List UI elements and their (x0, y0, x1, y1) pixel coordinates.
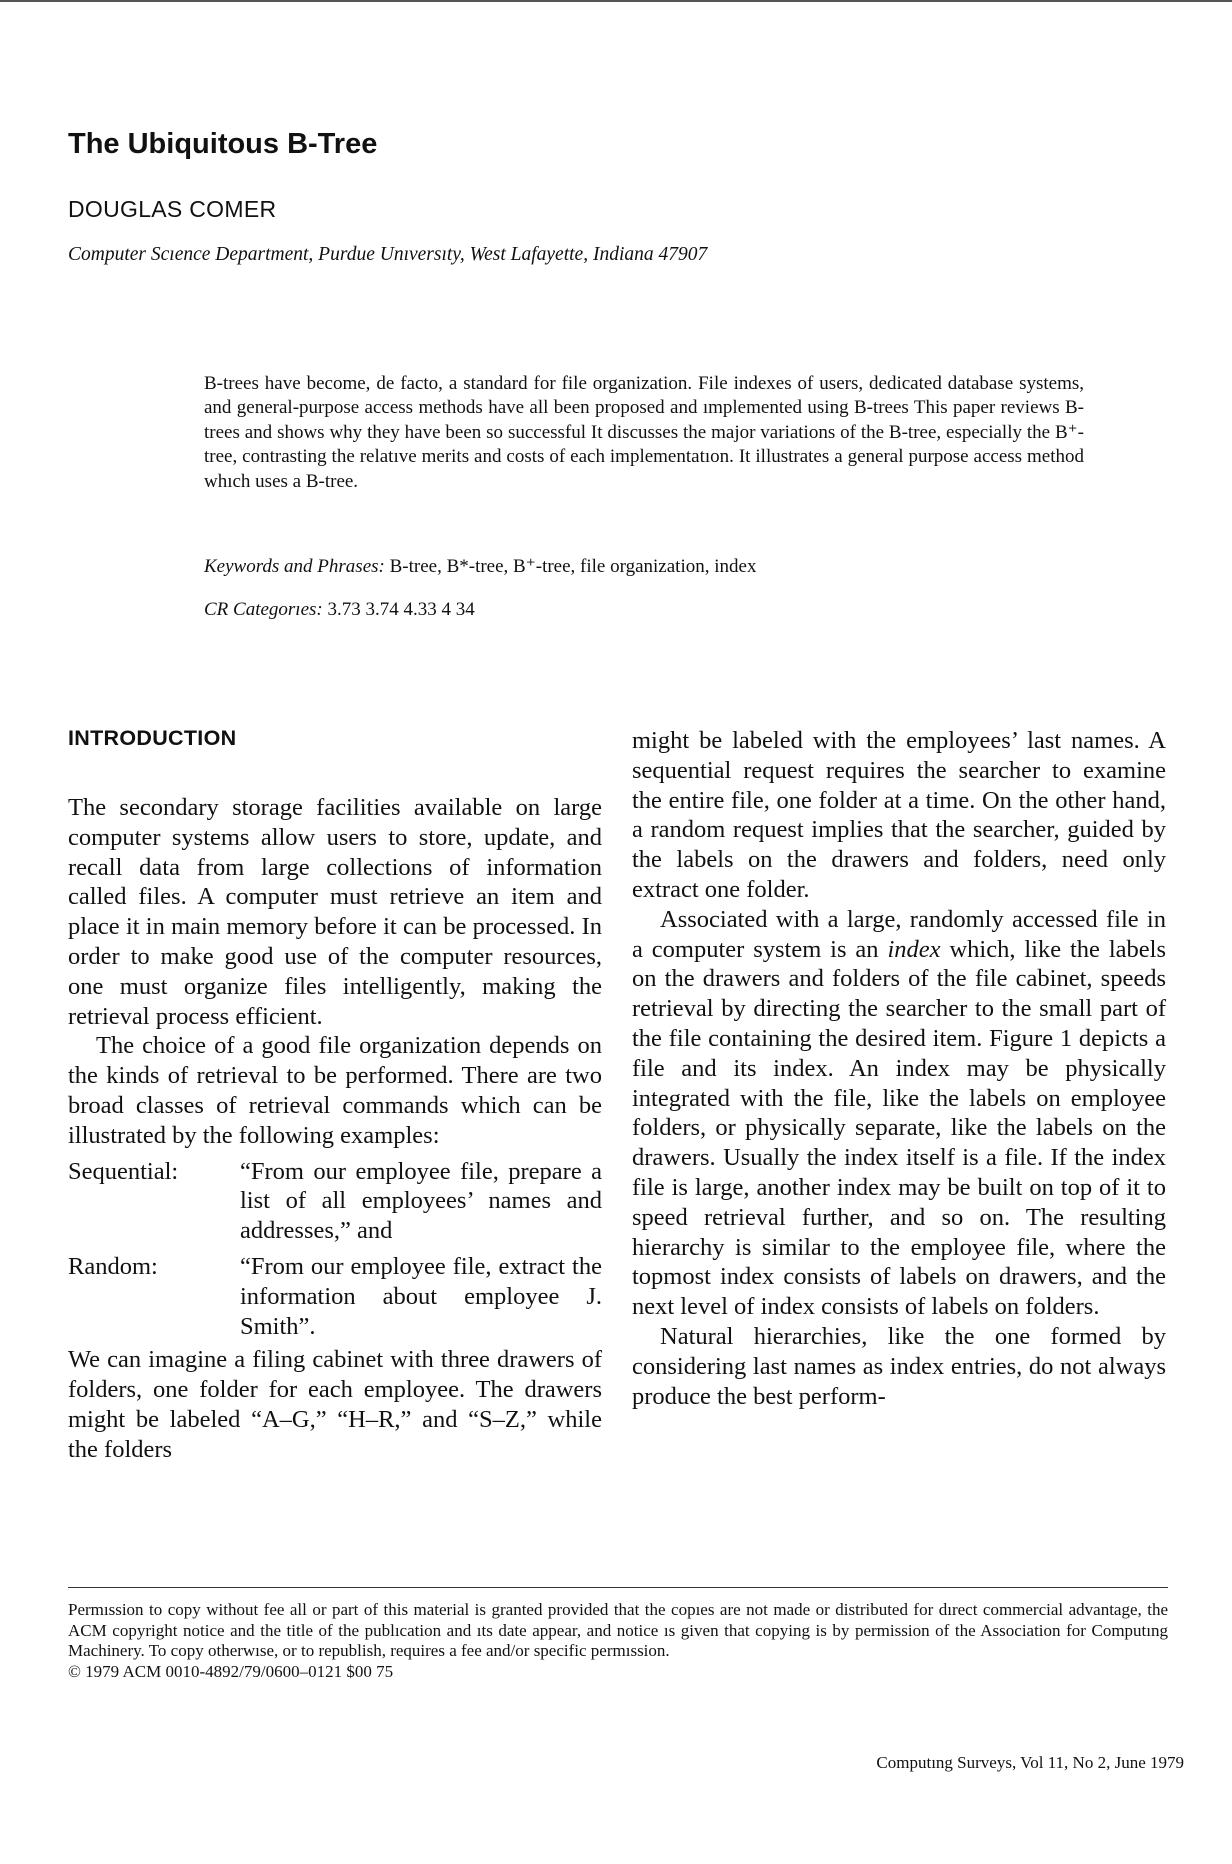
abstract: B-trees have become, de facto, a standard for file organization. File indexes of users, dedicated database systems, and general-purpose access methods have all been proposed and ımplemented using B-trees This paper reviews B-trees and shows why they have been so successful It discusses the major variations of the B-tree, especially the B⁺-tree, contrasting the relatıve merits and costs of each implementatıon. It illustrates a general purpose access method whıch uses a B-tree. (204, 373, 1084, 492)
intro-paragraph-3: We can imagine a filing cabinet with three drawers of folders, one folder for each employee. The drawers might be labeled “A–G,” “H–R,” and “S–Z,” while the folders (68, 1346, 602, 1463)
keywords-values: B-tree, B*-tree, B⁺-tree, file organization, index (384, 556, 757, 577)
cr-categories-values: 3.73 3.74 4.33 4 34 (322, 599, 475, 620)
intro-paragraph-5 (632, 905, 1166, 1322)
journal-citation: Computıng Surveys, Vol 11, No 2, June 1979 (876, 1753, 1184, 1772)
example-text: “From our employee file, extract the information about employee J. Smith”. (240, 1252, 602, 1340)
right-column (632, 726, 1166, 1411)
emphasis-index: index (887, 935, 941, 963)
copyright-notice: © 1979 ACM 0010-4892/79/0600–0121 $00 75 (68, 1662, 394, 1682)
intro-paragraph-4: might be labeled with the employees’ last names. A sequential request requires the searcher to examine the entire file, one folder at a time. On the other hand, a random request implies that the searcher, guided by the labels on the drawers and folders, need only extract one folder. (632, 727, 1166, 903)
author-affiliation: Computer Scıence Department, Purdue Unıversıty, West Lafayette, Indiana 47907 (68, 244, 708, 265)
paragraph-text: which, like the labels on the drawers and folders of the file cabinet, speeds retrieval by directing the searcher to the small part of the file containing the desired item. Figure 1 depicts a file and its index. An index may be physically integrated with the file, like the labels on employee folders, or physically separate, like the labels on the drawers. Usually the index itself is a file. If the index file is large, another index may be built on top of it to speed retrieval further, and so on. The resulting hierarchy is similar to the employee file, where the topmost index consists of labels on drawers, and the next level of index consists of labels on folders. (632, 935, 1166, 1321)
cr-categories-label: CR Categorıes: (204, 599, 323, 620)
keywords-line (204, 555, 1104, 579)
permission-notice: Permıssion to copy without fee all or part of this material is granted provided that the copıes are not made or distributed for dırect commercial advantage, the ACM copyright notice and the title of the publıcation and ıts date appear, and notice ıs given that copying is by permission of the Association for Computıng Machinery. To copy otherwıse, or to republish, requires a fee and/or specific permıssion. (68, 1600, 1168, 1661)
page-top-border (0, 0, 1232, 2)
intro-paragraph-2: The choice of a good file organization depends on the kinds of retrieval to be performed. There are two broad classes of retrieval commands which can be illustrated by the following examples: (68, 1032, 602, 1149)
paper-title: The Ubiquitous B-Tree (68, 128, 378, 160)
example-random (68, 1252, 602, 1341)
cr-categories-line (204, 598, 475, 622)
keywords-label: Keywords and Phrases: (204, 556, 385, 577)
left-column (68, 726, 602, 1465)
section-heading-introduction: INTRODUCTION (68, 726, 237, 750)
intro-paragraph-1: The secondary storage facilities available on large computer systems allow users to store, update, and recall data from large collections of information called files. A computer must retrieve an item and place it in main memory before it can be processed. In order to make good use of the computer resources, one must organize files intelligently, making the retrieval process efficient. (68, 794, 602, 1030)
example-text: “From our employee file, prepare a list of all employees’ names and addresses,” and (240, 1157, 602, 1245)
footnote-rule (68, 1587, 1168, 1588)
example-label: Sequential: (68, 1157, 179, 1185)
permission-footnote (68, 1600, 1168, 1683)
example-sequential (68, 1157, 602, 1246)
intro-paragraph-6: Natural hierarchies, like the one formed by considering last names as index entries, do not always produce the best perform- (632, 1322, 1166, 1410)
example-label: Random: (68, 1252, 158, 1280)
author-name: DOUGLAS COMER (68, 196, 277, 222)
paragraph-text: Associated with a large, randomly accessed file in a computer system is an (632, 905, 1166, 963)
